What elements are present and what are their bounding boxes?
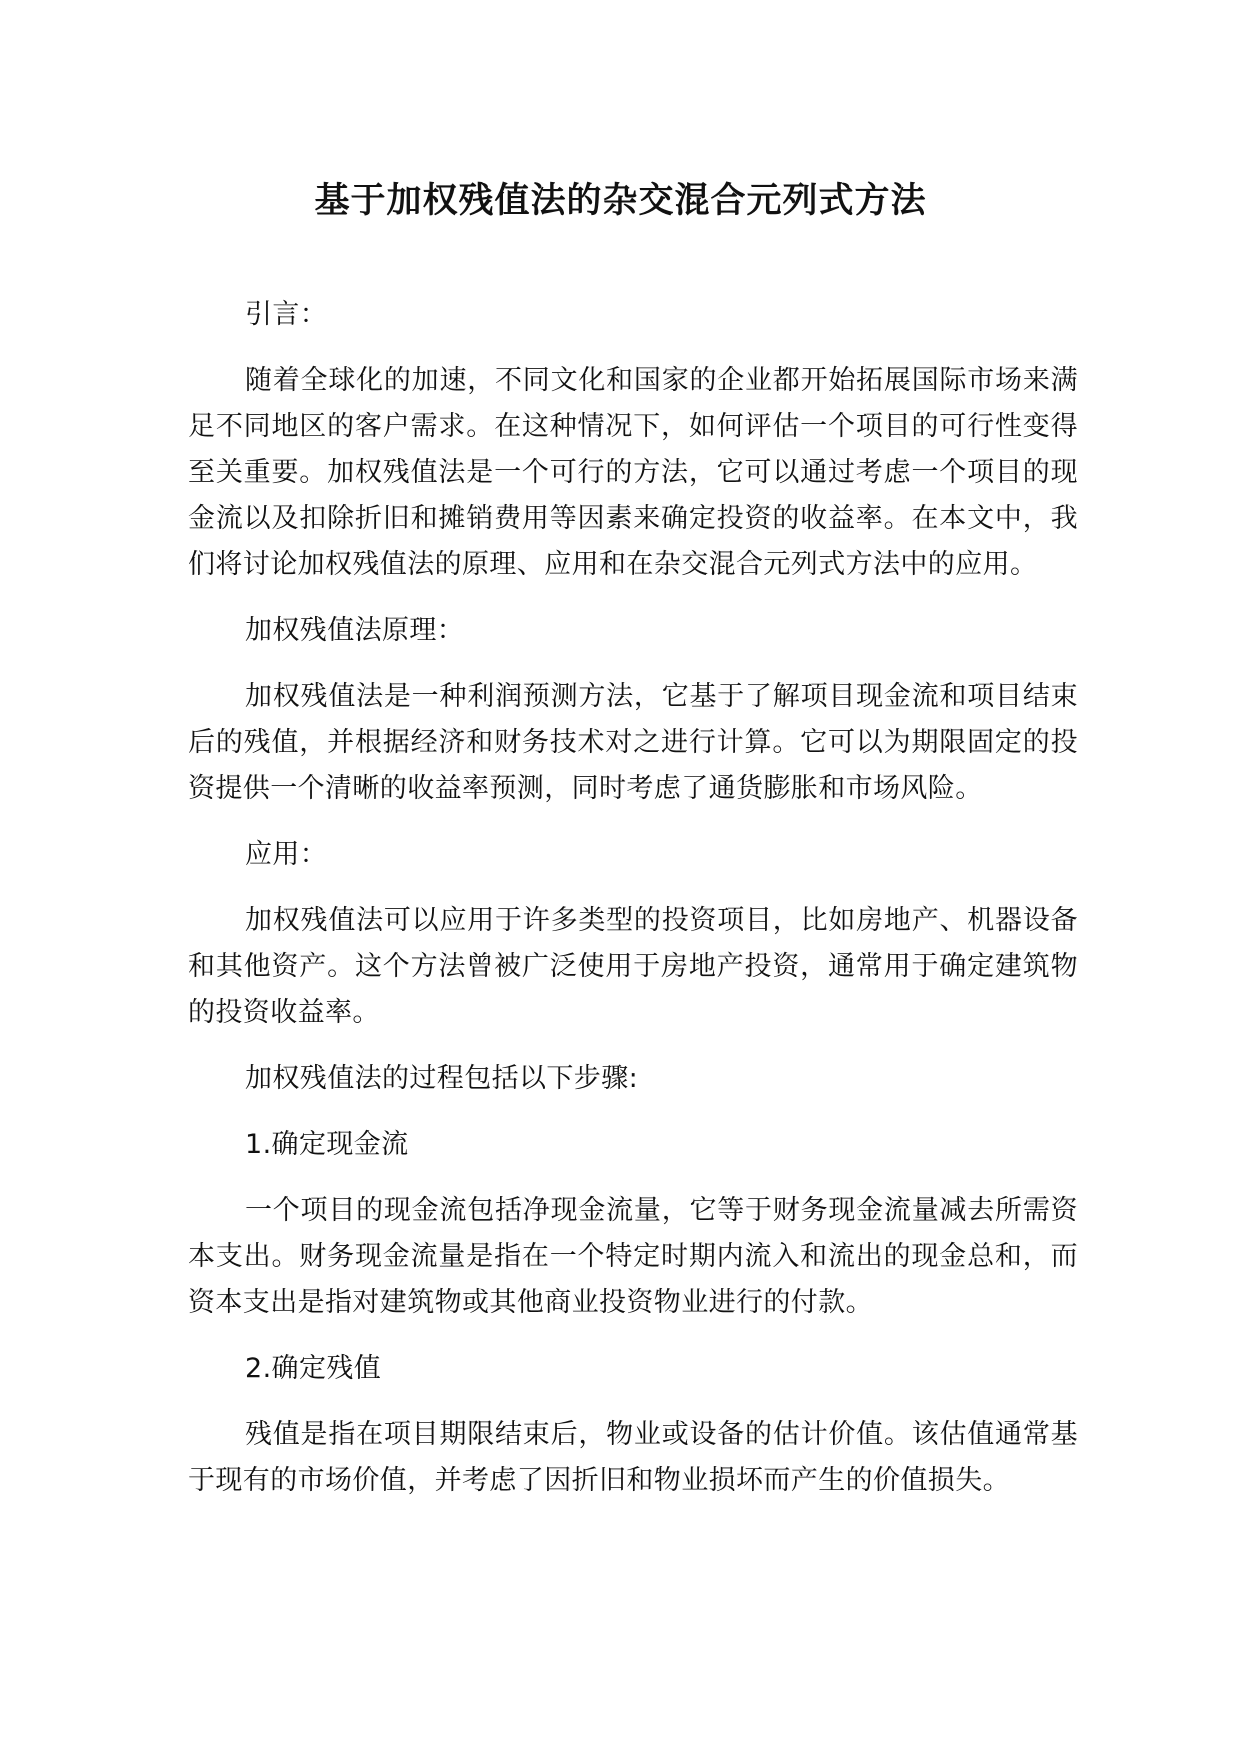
section-heading-principle: 加权残值法原理： xyxy=(245,615,465,646)
step-heading-residual-value: 2.确定残值 xyxy=(245,1353,382,1384)
paragraph-intro: 随着全球化的加速，不同文化和国家的企业都开始拓展国际市场来满足不同地区的客户需求。在这种情况下，如何评估一个项目的可行性变得至关重要。加权残值法是一个可行的方法，它可以通过考虑一个项目的现金流以及扣除折旧和摊销费用等因素来确定投资的收益率。在本文中，我们将讨论加权残值法的原理、应用和在杂交混合元列式方法中的应用。 xyxy=(188,365,1078,580)
paragraph-principle: 加权残值法是一种利润预测方法，它基于了解项目现金流和项目结束后的残值，并根据经济和财务技术对之进行计算。它可以为期限固定的投资提供一个清晰的收益率预测，同时考虑了通货膨胀和市场风险。 xyxy=(188,681,1078,804)
step-heading-cash-flow: 1.确定现金流 xyxy=(245,1129,409,1160)
paragraph-cash-flow: 一个项目的现金流包括净现金流量，它等于财务现金流量减去所需资本支出。财务现金流量是指在一个特定时期内流入和流出的现金总和，而资本支出是指对建筑物或其他商业投资物业进行的付款。 xyxy=(188,1195,1078,1318)
section-heading-application: 应用： xyxy=(245,839,328,870)
paragraph-residual-value: 残值是指在项目期限结束后，物业或设备的估计价值。该估值通常基于现有的市场价值，并考虑了因折旧和物业损坏而产生的价值损失。 xyxy=(188,1419,1078,1496)
document-body xyxy=(188,292,1078,1524)
section-heading-process: 加权残值法的过程包括以下步骤: xyxy=(245,1063,639,1094)
document-title: 基于加权残值法的杂交混合元列式方法 xyxy=(314,181,927,221)
paragraph-application: 加权残值法可以应用于许多类型的投资项目，比如房地产、机器设备和其他资产。这个方法曾被广泛使用于房地产投资，通常用于确定建筑物的投资收益率。 xyxy=(188,905,1078,1028)
section-heading-intro: 引言： xyxy=(245,299,328,330)
